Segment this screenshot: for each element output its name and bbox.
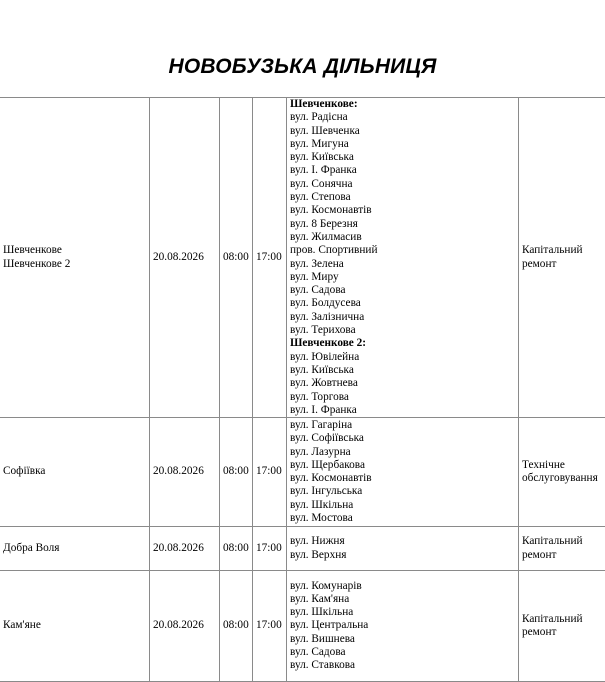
street-item: вул. Зелена xyxy=(290,258,515,271)
table-row xyxy=(0,571,605,682)
street-item: вул. Жовтнева xyxy=(290,377,515,390)
locality-name: Софіївка xyxy=(3,465,146,478)
locality-name: Добра Воля xyxy=(3,542,146,555)
street-item: вул. Ставкова xyxy=(290,659,515,672)
work-type-line: Технічне xyxy=(522,459,605,472)
street-item: вул. Болдусева xyxy=(290,297,515,310)
street-item: вул. Комунарів xyxy=(290,580,515,593)
street-item: вул. І. Франка xyxy=(290,404,515,417)
start-time-cell: 08:00 xyxy=(220,418,253,527)
work-type-cell xyxy=(519,418,605,527)
street-item: вул. Мостова xyxy=(290,512,515,525)
work-type-line: ремонт xyxy=(522,549,605,562)
street-item: вул. Лазурна xyxy=(290,446,515,459)
street-item: вул. Київська xyxy=(290,364,515,377)
page-title: НОВОБУЗЬКА ДІЛЬНИЦЯ xyxy=(0,55,605,79)
street-item: вул. Жилмасив xyxy=(290,231,515,244)
street-item: вул. Щербакова xyxy=(290,459,515,472)
end-time-cell: 17:00 xyxy=(253,527,287,571)
street-item: вул. Садова xyxy=(290,284,515,297)
street-item: вул. Степова xyxy=(290,191,515,204)
street-item: вул. Київська xyxy=(290,151,515,164)
street-item: вул. Космонавтів xyxy=(290,472,515,485)
locality-name: Шевченкове xyxy=(3,244,146,257)
street-group-heading: Шевченкове 2: xyxy=(290,337,515,350)
locality-cell xyxy=(0,98,150,418)
date-cell: 20.08.2026 xyxy=(150,418,220,527)
end-time-cell: 17:00 xyxy=(253,571,287,682)
street-item: вул. 8 Березня xyxy=(290,218,515,231)
work-type-line: обслуговування xyxy=(522,472,605,485)
work-type-cell xyxy=(519,98,605,418)
street-item: вул. Ювілейна xyxy=(290,351,515,364)
street-item: вул. Шкільна xyxy=(290,499,515,512)
street-item: вул. Космонавтів xyxy=(290,204,515,217)
street-item: вул. Шкільна xyxy=(290,606,515,619)
street-item: вул. Кам'яна xyxy=(290,593,515,606)
street-item: вул. Гагаріна xyxy=(290,419,515,432)
work-type-cell xyxy=(519,527,605,571)
street-item: вул. І. Франка xyxy=(290,164,515,177)
date-cell: 20.08.2026 xyxy=(150,98,220,418)
schedule-table xyxy=(0,97,605,682)
date-cell: 20.08.2026 xyxy=(150,571,220,682)
street-item: вул. Вишнева xyxy=(290,633,515,646)
street-item: вул. Терихова xyxy=(290,324,515,337)
street-item: вул. Верхня xyxy=(290,549,515,562)
locality-cell xyxy=(0,527,150,571)
street-item: вул. Центральна xyxy=(290,619,515,632)
work-type-line: Капітальний xyxy=(522,535,605,548)
work-type-line: ремонт xyxy=(522,258,605,271)
start-time-cell: 08:00 xyxy=(220,98,253,418)
schedule-table-body xyxy=(0,98,605,682)
start-time-cell: 08:00 xyxy=(220,527,253,571)
work-type-cell xyxy=(519,571,605,682)
locality-name: Кам'яне xyxy=(3,619,146,632)
street-group-heading: Шевченкове: xyxy=(290,98,515,111)
streets-cell xyxy=(287,418,519,527)
street-item: вул. Радісна xyxy=(290,111,515,124)
locality-cell xyxy=(0,418,150,527)
start-time-cell: 08:00 xyxy=(220,571,253,682)
street-item: вул. Шевченка xyxy=(290,125,515,138)
table-row xyxy=(0,418,605,527)
locality-cell xyxy=(0,571,150,682)
street-item: пров. Спортивний xyxy=(290,244,515,257)
street-item: вул. Мигуна xyxy=(290,138,515,151)
street-item: вул. Інгульська xyxy=(290,485,515,498)
street-item: вул. Софіївська xyxy=(290,432,515,445)
table-row xyxy=(0,527,605,571)
street-item: вул. Торгова xyxy=(290,391,515,404)
streets-cell xyxy=(287,571,519,682)
street-item: вул. Садова xyxy=(290,646,515,659)
end-time-cell: 17:00 xyxy=(253,98,287,418)
work-type-line: Капітальний xyxy=(522,613,605,626)
table-row xyxy=(0,98,605,418)
work-type-line: ремонт xyxy=(522,626,605,639)
streets-cell xyxy=(287,527,519,571)
locality-name: Шевченкове 2 xyxy=(3,258,146,271)
work-type-line: Капітальний xyxy=(522,244,605,257)
street-item: вул. Залізнична xyxy=(290,311,515,324)
streets-cell xyxy=(287,98,519,418)
date-cell: 20.08.2026 xyxy=(150,527,220,571)
street-item: вул. Миру xyxy=(290,271,515,284)
street-item: вул. Нижня xyxy=(290,535,515,548)
end-time-cell: 17:00 xyxy=(253,418,287,527)
street-item: вул. Сонячна xyxy=(290,178,515,191)
